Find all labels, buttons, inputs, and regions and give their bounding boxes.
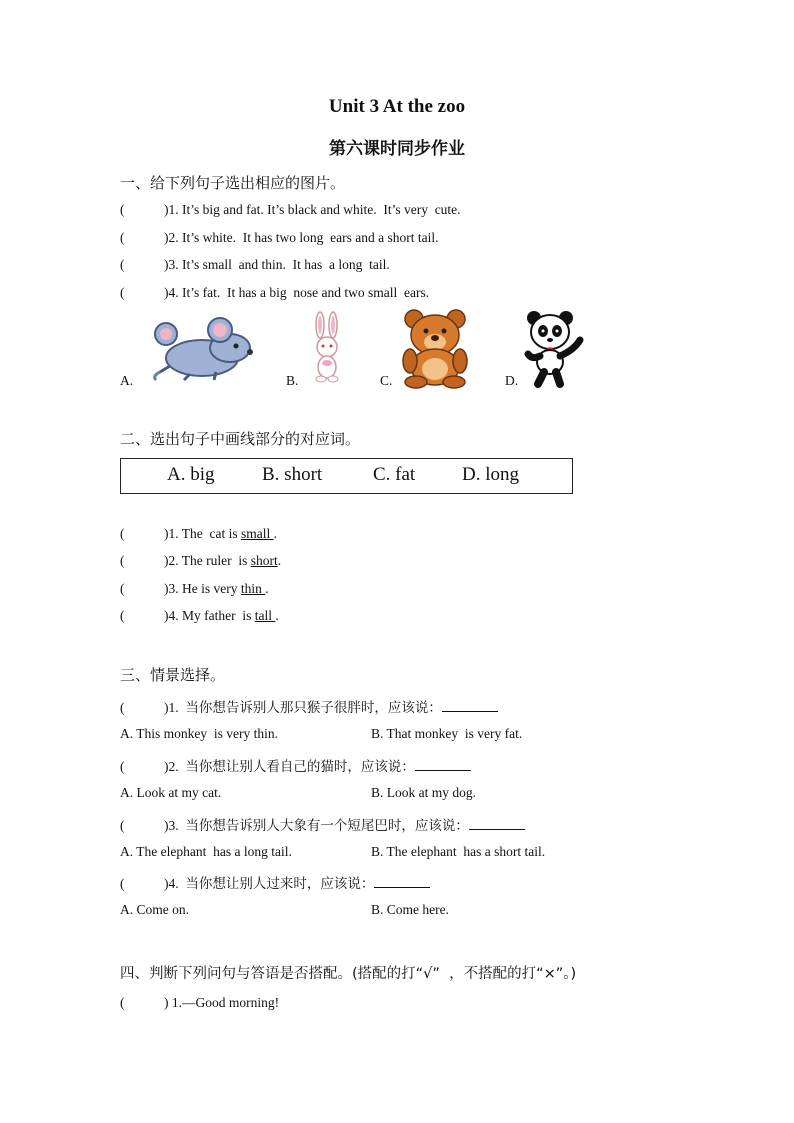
underlined-word: thin xyxy=(240,581,266,596)
answer-blank[interactable] xyxy=(442,699,498,712)
item-punct: . xyxy=(265,581,269,596)
option-a: A. Come on. xyxy=(120,902,189,917)
item-text: —Good morning! xyxy=(182,995,280,1010)
answer-bracket[interactable]: ( xyxy=(120,553,125,568)
mouse-icon xyxy=(150,316,255,382)
word-bank-box xyxy=(120,458,573,494)
word-option-d: D. long xyxy=(462,464,519,485)
item-number: )2. xyxy=(164,759,179,774)
answer-blank[interactable] xyxy=(374,875,430,888)
answer-bracket[interactable]: ( xyxy=(120,700,125,715)
item-text: My father is xyxy=(182,608,255,623)
word-option-a: A. big xyxy=(167,464,215,485)
item-number: )1. xyxy=(164,526,179,541)
answer-bracket[interactable]: ( xyxy=(120,876,125,891)
option-a: A. This monkey is very thin. xyxy=(120,726,278,741)
option-b: B. The elephant has a short tail. xyxy=(371,844,546,859)
item-text: It’s small and thin. It has a long tail. xyxy=(182,257,390,272)
answer-bracket[interactable]: ( xyxy=(120,995,125,1010)
picture-label-c: C. xyxy=(380,373,393,388)
section2-item-2 xyxy=(120,553,281,569)
question-text: 当你想告诉别人大象有一个短尾巴时，应该说： xyxy=(185,818,469,834)
answer-bracket[interactable]: ( xyxy=(120,230,125,245)
option-b: B. Look at my dog. xyxy=(371,785,476,800)
answer-bracket[interactable]: ( xyxy=(120,257,125,272)
section1-item-3 xyxy=(120,257,390,273)
section1-item-2 xyxy=(120,230,438,246)
option-b: B. That monkey is very fat. xyxy=(371,726,523,741)
section2-item-1 xyxy=(120,526,277,542)
answer-bracket[interactable]: ( xyxy=(120,608,125,623)
item-number: )2. xyxy=(164,553,179,568)
answer-bracket[interactable]: ( xyxy=(120,285,125,300)
item-punct: . xyxy=(273,526,277,541)
item-punct: . xyxy=(275,608,279,623)
section2-item-4 xyxy=(120,608,279,624)
answer-bracket[interactable]: ( xyxy=(120,759,125,774)
section1-heading: 一、给下列句子选出相应的图片。 xyxy=(120,174,346,192)
section3-question-2 xyxy=(120,755,471,775)
item-number: )3. xyxy=(164,581,179,596)
underlined-word: small xyxy=(241,526,274,541)
question-text: 当你想告诉别人那只猴子很胖时，应该说： xyxy=(185,700,442,716)
item-number: )1. xyxy=(164,202,179,217)
item-number: )3. xyxy=(164,818,179,833)
section3-heading: 三、情景选择。 xyxy=(120,666,226,684)
underlined-word: short xyxy=(250,553,278,568)
answer-bracket[interactable]: ( xyxy=(120,526,125,541)
answer-bracket[interactable]: ( xyxy=(120,581,125,596)
item-text: It’s white. It has two long ears and a short tail. xyxy=(182,230,439,245)
section3-question-4 xyxy=(120,872,430,892)
item-number: )4. xyxy=(164,285,179,300)
item-punct: . xyxy=(277,553,282,568)
item-number: )2. xyxy=(164,230,179,245)
option-a: A. The elephant has a long tail. xyxy=(120,844,292,859)
option-b: B. Come here. xyxy=(371,902,449,917)
answer-blank[interactable] xyxy=(415,758,471,771)
section3-question-1 xyxy=(120,696,498,716)
item-number: )4. xyxy=(164,876,179,891)
item-number: ) 1. xyxy=(164,995,182,1010)
section4-heading: 四、判断下列问句与答语是否搭配。(搭配的打“√” ，不搭配的打“×”。) xyxy=(120,966,577,982)
rabbit-icon xyxy=(308,311,346,383)
word-option-c: C. fat xyxy=(373,464,416,485)
item-number: )3. xyxy=(164,257,179,272)
item-text: He is very xyxy=(182,581,241,596)
page-title: Unit 3 At the zoo xyxy=(328,96,466,117)
section2-heading: 二、选出句子中画线部分的对应词。 xyxy=(120,430,361,448)
item-text: It’s fat. It has a big nose and two small ears. xyxy=(182,285,430,300)
item-number: )1. xyxy=(164,700,179,715)
item-text: The ruler is xyxy=(181,553,251,568)
picture-label-a: A. xyxy=(120,373,134,388)
section1-item-1 xyxy=(120,202,461,218)
item-text: It’s big and fat. It’s black and white. It’s very cute. xyxy=(182,202,461,217)
picture-label-d: D. xyxy=(505,373,519,388)
answer-blank[interactable] xyxy=(469,817,525,830)
word-option-b: B. short xyxy=(262,464,323,485)
section4-item-1 xyxy=(120,995,279,1011)
answer-bracket[interactable]: ( xyxy=(120,202,125,217)
section1-item-4 xyxy=(120,285,429,301)
picture-label-b: B. xyxy=(286,373,299,388)
bear-icon xyxy=(400,309,470,389)
panda-icon xyxy=(524,310,586,388)
page-subtitle: 第六课时同步作业 xyxy=(329,139,465,159)
underlined-word: tall xyxy=(254,608,276,623)
question-text: 当你想让别人看自己的猫时，应该说： xyxy=(185,759,415,775)
question-text: 当你想让别人过来时，应该说： xyxy=(185,876,375,892)
item-text: The cat is xyxy=(181,526,241,541)
section3-question-3 xyxy=(120,814,525,834)
answer-bracket[interactable]: ( xyxy=(120,818,125,833)
section2-item-3 xyxy=(120,581,269,597)
item-number: )4. xyxy=(164,608,179,623)
option-a: A. Look at my cat. xyxy=(120,785,222,800)
